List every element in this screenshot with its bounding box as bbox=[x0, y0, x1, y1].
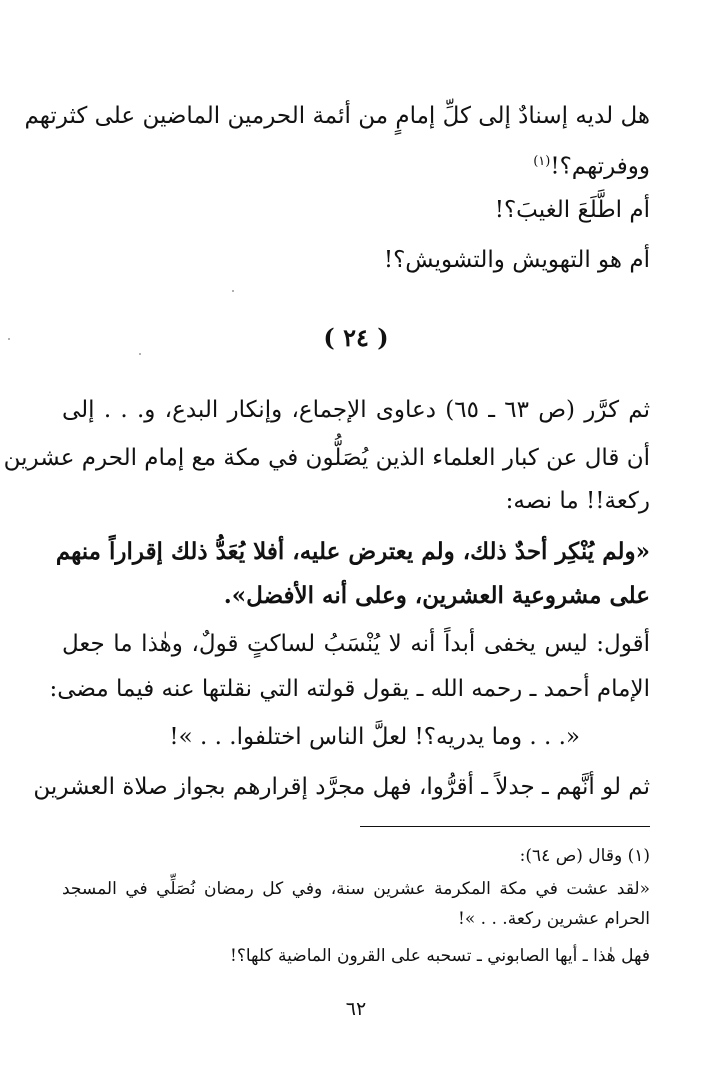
quote-line-3-text: «. . . وما يدريه؟! لعلَّ الناس اختلفوا. . . »! bbox=[169, 724, 580, 750]
quote-line-1: «ولم يُنْكِر أحدٌ ذلك، ولم يعترض عليه، أفلا يُعَدُّ ذلك إقراراً منهم bbox=[55, 538, 650, 565]
text-line-1: هل لديه إسنادٌ إلى كلِّ إمامٍ من أئمة الحرمين الماضين على كثرتهم bbox=[24, 103, 650, 129]
quote-line-3 bbox=[169, 721, 650, 753]
page-number: ٦٢ bbox=[345, 998, 367, 1020]
text-line-7: ركعة!! ما نصه: bbox=[505, 488, 650, 514]
scan-speck bbox=[232, 290, 234, 292]
text-line-6: أن قال عن كبار العلماء الذين يُصَلُّون في مكة مع إمام الحرم عشرين bbox=[3, 445, 650, 471]
footnote-4: فهل هٰذا ـ أيها الصابوني ـ تسحبه على القرون الماضية كلها؟! bbox=[230, 946, 650, 966]
scan-speck bbox=[8, 338, 10, 340]
text-line-2-start: ووفرتهم؟! bbox=[550, 153, 650, 180]
text-line-2 bbox=[533, 146, 650, 183]
footnote-1: (١) وقال (ص ٦٤): bbox=[519, 846, 650, 866]
text-line-13: ثم لو أنَّهم ـ جدلاً ـ أقرُّوا، فهل مجرَّد إقرارهم بجواز صلاة العشرين bbox=[33, 774, 650, 800]
footnote-3: الحرام عشرين ركعة. . . »! bbox=[458, 909, 650, 929]
section-heading: ( ٢٤ ) bbox=[323, 323, 389, 352]
quote-line-2: على مشروعية العشرين، وعلى أنه الأفضل». bbox=[223, 582, 650, 609]
footnote-ref-1[interactable]: (١) bbox=[533, 154, 551, 169]
footnote-2: «لقد عشت في مكة المكرمة عشرين سنة، وفي كل رمضان نُصَلِّي في المسجد bbox=[62, 879, 650, 899]
text-line-5: ثم كرَّر (ص ٦٣ ـ ٦٥) دعاوى الإجماع، وإنكار البدع، و. . . إلى bbox=[62, 397, 651, 423]
footnote-separator bbox=[360, 826, 650, 827]
text-line-10: أقول: ليس يخفى أبداً أنه لا يُنْسَبُ لساكتٍ قولٌ، وهٰذا ما جعل bbox=[62, 631, 650, 657]
book-page bbox=[3, 0, 651, 1092]
text-line-11: الإمام أحمد ـ رحمه الله ـ يقول قولته التي نقلتها عنه فيما مضى: bbox=[49, 676, 650, 702]
scan-speck bbox=[139, 353, 141, 355]
text-line-3: أم اطَّلَعَ الغيبَ؟! bbox=[494, 197, 650, 223]
text-line-4: أم هو التهويش والتشويش؟! bbox=[383, 247, 650, 273]
